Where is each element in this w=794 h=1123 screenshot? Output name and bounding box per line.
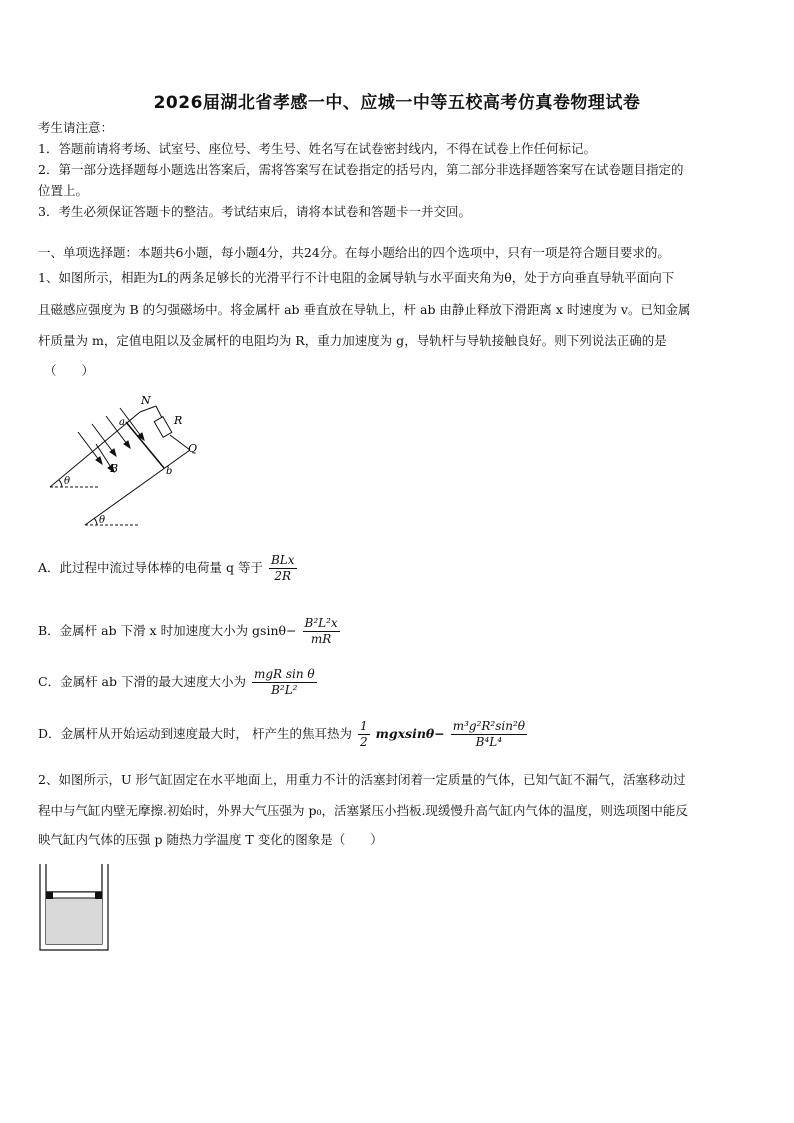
option-d-text: D．金属杆从开始运动到速度最大时， 杆产生的焦耳热为 xyxy=(38,726,352,741)
option-a-denominator: 2R xyxy=(274,569,292,583)
notice-item-3: 3．考生必须保证答题卡的整洁。考试结束后，请将本试卷和答题卡一并交回。 xyxy=(38,204,471,219)
notice-item-2: 2．第一部分选择题每小题选出答案后，需将答案写在试卷指定的括号内，第二部分非选择题答案写在试卷题目指定的 xyxy=(38,162,684,177)
option-c-text: C．金属杆 ab 下滑的最大速度大小为 xyxy=(38,674,246,689)
option-d-denominator: B⁴L⁴ xyxy=(475,735,503,749)
q1-option-b xyxy=(38,616,756,647)
gas-region xyxy=(46,898,102,944)
label-N: N xyxy=(141,394,151,407)
q1-rail-figure xyxy=(40,392,210,530)
section-heading: 一、单项选择题：本题共6小题，每小题4分，共24分。在每小题给出的四个选项中，只有一项是符合题目要求的。 xyxy=(38,245,670,260)
q1-text-line1: 1、如图所示，相距为L的两条足够长的光滑平行不计电阻的金属导轨与水平面夹角为θ，处于方向垂直导轨平面向下 xyxy=(38,270,675,285)
option-b-denominator: mR xyxy=(310,632,332,646)
label-a: a xyxy=(119,417,125,428)
option-c-fraction xyxy=(252,667,317,698)
notice-heading: 考生请注意： xyxy=(38,120,114,135)
option-b-text: B．金属杆 ab 下滑 x 时加速度大小为 gsinθ− xyxy=(38,623,297,638)
q1-text-line3: 杆质量为 m，定值电阻以及金属杆的电阻均为 R，重力加速度为 g，导轨杆与导轨接触良好。则下列说法正确的是 xyxy=(38,333,667,348)
option-d-fraction xyxy=(451,719,527,750)
stopper-left xyxy=(46,892,53,899)
option-d-mid: mgxsinθ− xyxy=(375,726,445,741)
notice-item-1: 1．答题前请将考场、试室号、座位号、考生号、姓名写在试卷密封线内，不得在试卷上作任何标记。 xyxy=(38,141,596,156)
label-R: R xyxy=(174,414,183,427)
label-B: B xyxy=(110,462,119,475)
stopper-right xyxy=(95,892,102,899)
option-d-half-num: 1 xyxy=(359,719,368,733)
option-b-fraction xyxy=(303,616,340,647)
notice-item-2-cont: 位置上。 xyxy=(38,183,89,198)
q2-text-line3: 映气缸内气体的压强 p 随热力学温度 T 变化的图象是（ ） xyxy=(38,832,383,847)
label-theta-top: θ xyxy=(64,476,71,487)
piston xyxy=(46,892,102,898)
q1-option-d xyxy=(38,719,756,750)
option-c-denominator: B²L² xyxy=(271,683,298,697)
option-c-numerator: mgR sin θ xyxy=(253,667,315,681)
q1-answer-bracket: （ ） xyxy=(44,363,95,378)
option-d-numerator: m³g²R²sin²θ xyxy=(452,719,525,733)
exam-title: 2026届湖北省孝感一中、应城一中等五校高考仿真卷物理试卷 xyxy=(153,93,641,113)
q2-text-line1: 2、如图所示，U 形气缸固定在水平地面上，用重力不计的活塞封闭着一定质量的气体，已知气缸不漏气，活塞移动过 xyxy=(38,772,686,787)
q2-text-line2: 程中与气缸内壁无摩擦.初始时，外界大气压强为 p₀，活塞紧压小挡板.现缓慢升高气缸内气体的温度，则选项图中能反 xyxy=(38,803,688,818)
option-a-fraction xyxy=(269,553,297,584)
q2-cylinder-figure xyxy=(38,862,112,952)
option-a-text: A．此过程中流过导体棒的电荷量 q 等于 xyxy=(38,560,263,575)
option-a-numerator: BLx xyxy=(270,553,295,567)
q1-option-c xyxy=(38,667,756,698)
label-b: b xyxy=(166,466,173,477)
option-d-half-den: 2 xyxy=(359,735,368,749)
q1-text-line2: 且磁感应强度为 B 的匀强磁场中。将金属杆 ab 垂直放在导轨上，杆 ab 由静止释放下滑距离 x 时速度为 v。已知金属 xyxy=(38,302,691,317)
label-Q: Q xyxy=(188,442,198,455)
option-d-half xyxy=(358,719,370,750)
option-b-numerator: B²L²x xyxy=(304,616,338,630)
label-theta-bottom: θ xyxy=(99,515,106,526)
q1-option-a xyxy=(38,553,756,584)
